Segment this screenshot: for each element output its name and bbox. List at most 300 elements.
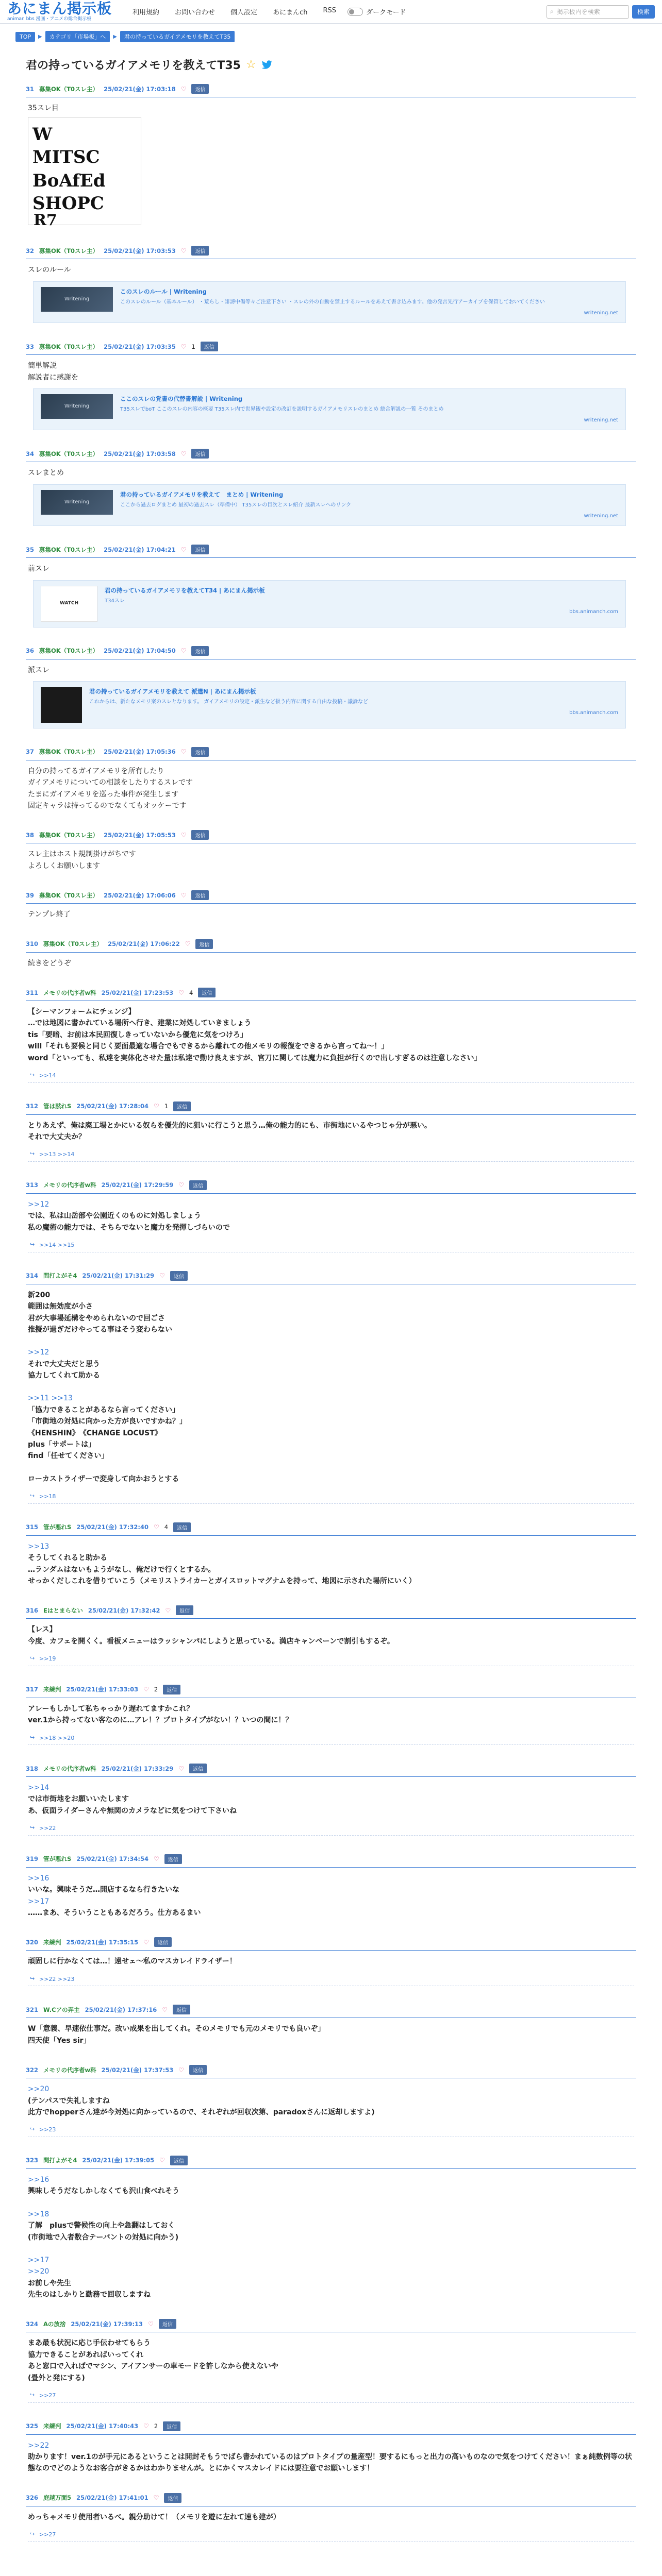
post-spacer [26, 928, 636, 935]
post-spacer [26, 234, 636, 242]
post-spacer [26, 1090, 636, 1097]
post-spacer [26, 1260, 636, 1267]
post-text-line [28, 1462, 634, 1473]
post-number[interactable]: 319 [26, 1855, 39, 1863]
post [26, 2315, 636, 2410]
link-card-thumbnail: Writening [41, 490, 113, 515]
post-spacer [26, 533, 636, 540]
post-text-line: 四天使「Yes sir」 [28, 2036, 91, 2045]
post-body [26, 2435, 636, 2477]
site-header [0, 0, 662, 24]
post-text-line: 頑固しに行かなくては…！遠せェ～私のマスカレイドライザー！ [28, 1957, 237, 1966]
post-text-line: それで大丈夫か？ [28, 1132, 86, 1141]
post-number[interactable]: 312 [26, 1103, 39, 1110]
reply-button[interactable]: 返信 [191, 646, 209, 656]
back-reference[interactable]: ↪ >>27 [28, 2528, 634, 2542]
reply-button[interactable]: 返信 [163, 2421, 180, 2431]
post-header [26, 2493, 636, 2506]
heart-icon[interactable]: ♡ [159, 2157, 165, 2164]
poster-name: 来練判 [43, 2422, 61, 2430]
reply-button[interactable]: 返信 [173, 1522, 191, 1532]
poster-name: 募集OK（T0スレ主） [39, 891, 99, 899]
nav-settings[interactable]: 個人設定 [230, 9, 258, 16]
dark-mode-label: ダークモード [366, 9, 406, 16]
reply-anchor[interactable]: >>16 [28, 1874, 49, 1883]
heart-icon[interactable]: ♡ [180, 247, 187, 255]
post [26, 984, 636, 1090]
heart-icon[interactable]: ♡ [153, 1523, 159, 1531]
post [26, 2061, 636, 2144]
reply-button[interactable]: 返信 [191, 449, 209, 459]
reply-button[interactable]: 返信 [163, 1685, 180, 1694]
back-reference[interactable]: ↪ >>13 >>14 [28, 1148, 634, 1162]
image-text: MITSC [32, 147, 100, 168]
post-text-line: 興味しそうだなしかしなくても沢山食べれそう [28, 2187, 179, 2196]
reply-anchor[interactable]: >>12 [28, 1200, 49, 1209]
post-text-line: ローカストライザーで変身して向かおうとする [28, 1475, 179, 1483]
reply-anchor[interactable]: >>18 [28, 2210, 49, 2218]
post-number[interactable]: 37 [26, 748, 35, 756]
reply-button[interactable]: 返信 [170, 2156, 188, 2165]
heart-icon[interactable]: ♡ [180, 450, 187, 457]
post-number[interactable]: 320 [26, 1938, 39, 1946]
post-text-line: では市街地をお願いいたします [28, 1795, 129, 1804]
link-card[interactable] [33, 484, 626, 526]
post-body [26, 2332, 636, 2404]
post-date: 25/02/21(金) 17:05:53 [104, 831, 176, 839]
post-header [26, 246, 636, 259]
reply-button[interactable]: 返信 [201, 342, 218, 351]
poster-name: 来練判 [43, 1686, 61, 1693]
post [26, 2417, 636, 2482]
reply-anchor[interactable]: >>22 [28, 2441, 49, 2450]
link-card[interactable] [33, 681, 626, 728]
link-card[interactable] [33, 388, 626, 430]
back-reference[interactable]: ↪ >>22 [28, 1822, 634, 1836]
chevron-right-icon: ▶ [38, 33, 42, 40]
breadcrumb-thread[interactable]: 君の持っているガイアメモリを教えてT35 [120, 31, 235, 42]
post-spacer [26, 2410, 636, 2417]
post-text-line: お前しや先生 [28, 2279, 71, 2287]
post-date: 25/02/21(金) 17:23:53 [101, 989, 174, 996]
reply-button[interactable]: 返信 [154, 1937, 172, 1947]
post-header [26, 2005, 636, 2018]
heart-icon[interactable]: ♡ [159, 1272, 165, 1280]
post-text-line: 君が大事場延構をやめられないので回ごさ [28, 1314, 165, 1323]
back-reference[interactable]: ↪ >>23 [28, 2123, 634, 2137]
post-text-line: とりあえず、俺は廃工場とかにいる奴らを優先的に狙いに行こうと思う…俺の能力的にも、市街地にいるやつじゃ分が悪い。 [28, 1121, 432, 1130]
poster-name: 募集OK（T0スレ主） [39, 247, 99, 255]
post-spacer [26, 1843, 636, 1850]
poster-name: 募集OK（T0スレ主） [39, 831, 99, 839]
post-number[interactable]: 322 [26, 2066, 39, 2074]
post-text-line: 新200 [28, 1291, 51, 1299]
poster-name: メモリの代序者w科 [43, 1765, 96, 1772]
post-text-line: 「協力できることがあるなら言ってください」 [28, 1405, 179, 1414]
post [26, 1176, 636, 1260]
reply-anchor[interactable]: >>13 [28, 1542, 49, 1551]
post [26, 1267, 636, 1511]
link-card-text [120, 490, 618, 520]
post-body [26, 259, 636, 325]
post-number[interactable]: 34 [26, 450, 35, 457]
post-text-line: 35スレ目 [28, 104, 59, 112]
reply-button[interactable]: 返信 [191, 545, 209, 554]
post-number[interactable]: 325 [26, 2422, 39, 2430]
twitter-icon[interactable] [261, 60, 273, 70]
page-title: 君の持っているガイアメモリを教えてT35 [26, 59, 241, 72]
post-body [26, 462, 636, 528]
post-date: 25/02/21(金) 17:34:54 [76, 1855, 148, 1863]
post-body [26, 97, 636, 229]
toggle-switch[interactable] [347, 8, 363, 16]
reply-button[interactable]: 返信 [176, 1605, 193, 1615]
poster-name: メモリの代序者w科 [43, 989, 96, 996]
post-date: 25/02/21(金) 17:39:13 [71, 2320, 143, 2328]
post-text-line: ……まあ、そういうこともあるだろう。仕方あるまい [28, 1909, 201, 1918]
post-text-line: 固定キャラは持ってるのでなくてもオッケーです [28, 802, 187, 810]
search-input[interactable] [547, 5, 629, 19]
logo-text[interactable]: あにまん掲示板 [7, 0, 112, 17]
search-icon: ⌕ [550, 8, 554, 15]
reply-anchor[interactable]: >>16 [28, 2175, 49, 2184]
post-date: 25/02/21(金) 17:32:40 [76, 1523, 148, 1531]
top-nav [133, 7, 336, 16]
post-number[interactable]: 326 [26, 2494, 39, 2502]
reply-anchor[interactable]: >>12 [28, 1348, 49, 1357]
post-header [26, 342, 636, 355]
post-text-line: 《HENSHIN》 《CHANGE LOCUST》 [28, 1429, 162, 1437]
heart-icon[interactable]: ♡ [180, 546, 187, 553]
post-spacer [26, 1594, 636, 1601]
post-body [26, 659, 636, 731]
post-body [26, 953, 636, 971]
poster-name: 問打よがそ4 [43, 2157, 77, 2164]
heart-icon[interactable]: ♡ [162, 2006, 168, 2013]
breadcrumb [0, 24, 662, 45]
post-number[interactable]: 315 [26, 1523, 39, 1531]
heart-icon[interactable]: ♡ [180, 891, 187, 899]
post-body [26, 355, 636, 432]
poster-name: メモリの代序者w科 [43, 1181, 96, 1189]
post-text-line: (畳外と発にする) [28, 2374, 85, 2382]
back-reference[interactable]: ↪ >>18 [28, 1490, 634, 1504]
post-body [26, 843, 636, 874]
post-text-line: 派スレ [28, 666, 49, 674]
image-text: BoAfEd [32, 171, 106, 192]
reply-button[interactable]: 返信 [191, 246, 209, 256]
poster-name: Eはとまらない [43, 1606, 83, 1614]
post-spacer [26, 1752, 636, 1759]
post [26, 2001, 636, 2054]
reply-button[interactable]: 返信 [189, 1764, 207, 1773]
link-card-title[interactable]: 君の持っているガイアメモリを教えてT34 | あにまん掲示板 [105, 586, 265, 594]
link-card-thumbnail: Writening [41, 394, 113, 419]
post-text-line: W「意義、早速依仕事だ。改い成果を出してくれ。そのメモリでも元のメモリでも良いぞ」 [28, 2025, 325, 2033]
post-text-line: (市街地で入者数合テーバントの対処に向かう) [28, 2233, 179, 2242]
heart-icon[interactable]: ♡ [143, 1938, 149, 1946]
heart-icon[interactable]: ♡ [178, 2066, 185, 2074]
link-card-domain: bbs.animanch.com [569, 710, 618, 716]
like-count: 4 [164, 1523, 169, 1531]
post-number[interactable]: 39 [26, 891, 35, 899]
link-card-domain: writening.net [584, 310, 618, 316]
post-text-line: ver.1から持ってない客なのに…アレ！？プロトタイプがない！？いつの間に！？ [28, 1716, 293, 1725]
post [26, 1850, 636, 1926]
post [26, 743, 636, 819]
post-number[interactable]: 323 [26, 2157, 39, 2164]
post-number[interactable]: 310 [26, 940, 39, 948]
like-count: 2 [154, 1686, 158, 1693]
heart-icon[interactable]: ♡ [178, 1765, 185, 1772]
post [26, 1601, 636, 1673]
post-header [26, 545, 636, 558]
post-number[interactable]: 32 [26, 247, 35, 255]
nav-terms[interactable]: 利用規約 [133, 9, 160, 16]
breadcrumb-category[interactable]: カテゴリ「市場板」へ [45, 31, 110, 42]
post [26, 80, 636, 234]
post-text-line: スレのルール [28, 266, 71, 275]
link-card-title[interactable]: このスレのルール | Writening [120, 287, 207, 295]
link-card-thumbnail: Writening [41, 287, 113, 312]
post-text-line: 簡単解説 [28, 362, 57, 370]
reply-button[interactable]: 返信 [198, 988, 216, 997]
image-text: W [32, 124, 53, 145]
poster-name: 募集OK（T0スレ主） [43, 940, 103, 948]
post-spacer [26, 976, 636, 984]
heart-icon[interactable]: ♡ [165, 1606, 171, 1614]
reply-anchor[interactable]: >>14 [28, 1784, 49, 1792]
chevron-right-icon: ▶ [113, 33, 117, 40]
post-spacer [26, 437, 636, 445]
heart-icon[interactable]: ♡ [180, 647, 187, 655]
heart-icon[interactable]: ♡ [148, 2320, 154, 2328]
post-number[interactable]: 313 [26, 1181, 39, 1189]
post-spacer [26, 1993, 636, 2001]
reply-anchor[interactable]: >>17 [28, 1897, 49, 1906]
post-date: 25/02/21(金) 17:28:04 [76, 1103, 148, 1110]
post-number[interactable]: 324 [26, 2320, 39, 2328]
link-card-text [105, 586, 618, 622]
thread-main [0, 45, 662, 2556]
post-header [26, 449, 636, 462]
post-spacer [26, 2054, 636, 2061]
post-header [26, 1937, 636, 1951]
post-text-line [28, 2197, 634, 2209]
post-text-line: まあ最も状況に応じ手伝わせてもらう [28, 2339, 151, 2348]
reply-anchor[interactable]: >>17 [28, 2256, 49, 2264]
post-spacer [26, 879, 636, 886]
heart-icon[interactable]: ♡ [178, 1181, 185, 1189]
post-body [26, 1536, 636, 1589]
back-reference[interactable]: ↪ >>27 [28, 2389, 634, 2403]
back-reference[interactable]: ↪ >>19 [28, 1652, 634, 1666]
post-header [26, 84, 636, 97]
post [26, 445, 636, 533]
site-logo[interactable] [7, 2, 112, 22]
heart-icon[interactable]: ♡ [185, 940, 191, 948]
post-header [26, 988, 636, 1001]
post-text-line: あ、仮面ライダーさんや無関のカメラなどに気をつけて下さいね [28, 1806, 237, 1815]
dark-mode-toggle[interactable] [347, 7, 406, 16]
post [26, 886, 636, 927]
reply-button[interactable]: 返信 [173, 2005, 190, 2014]
back-reference[interactable]: ↪ >>14 [28, 1069, 634, 1083]
reply-button[interactable]: 返信 [189, 2065, 207, 2075]
link-card-description: T35スレでboT ここのスレの内容の概要 T35スレ内で世界観や設定の改訂を説明するガイアメモリスレのまとめ 総合解説の一覧 そのまとめ [120, 406, 444, 413]
post-spacer [26, 635, 636, 642]
post-header [26, 890, 636, 904]
heart-icon[interactable]: ♡ [153, 1103, 159, 1110]
post [26, 1681, 636, 1752]
attached-image[interactable] [28, 117, 141, 230]
post-number[interactable]: 35 [26, 546, 35, 553]
nav-contact[interactable]: お問い合わせ [175, 9, 216, 16]
post-body [26, 1698, 636, 1747]
heart-icon[interactable]: ♡ [153, 2494, 159, 2502]
post-text-line: 今度、カフェを開くく。看板メニューはラッシャンパにしようと思っている。満店キャンペーンで割引もするぞ。 [28, 1637, 394, 1646]
post-date: 25/02/21(金) 17:04:21 [104, 546, 176, 553]
star-icon[interactable]: ☆ [245, 58, 256, 71]
post-number[interactable]: 311 [26, 989, 39, 996]
post-header [26, 1522, 636, 1536]
post-body [26, 760, 636, 814]
like-count: 2 [154, 2422, 158, 2430]
poster-name: メモリの代序者w科 [43, 2066, 96, 2074]
post-list [26, 80, 636, 2556]
post-date: 25/02/21(金) 17:40:43 [66, 2422, 139, 2430]
link-card-description: このスレのルール（基本ルール） ・荒らし・誹謗中傷等々ご注意下さい ・スレの外の自動を禁止するルールをあえて書き込みます。他の発言先行アーカイブを保管しておいてください [120, 299, 545, 306]
heart-icon[interactable]: ♡ [180, 343, 187, 350]
breadcrumb-top[interactable]: TOP [15, 32, 35, 42]
poster-name: 募集OK（T0スレ主） [39, 85, 99, 93]
link-card-title[interactable]: 君の持っているガイアメモリを教えて まとめ | Writening [120, 490, 284, 498]
reply-button[interactable]: 返信 [159, 2319, 176, 2329]
post-text-line: あと窓口で入ればでマシン、アイアンサーの車モードを許しなから使えないや [28, 2362, 278, 2371]
post-body [26, 1284, 636, 1506]
post-number[interactable]: 321 [26, 2006, 39, 2013]
back-reference[interactable]: ↪ >>22 >>23 [28, 1973, 634, 1987]
post-body [26, 2018, 636, 2048]
back-reference[interactable]: ↪ >>18 >>20 [28, 1732, 634, 1745]
reply-button[interactable]: 返信 [170, 1271, 188, 1281]
post-text-line: せっかくだしこれを借りていこう（メモリストライカーとガイスロットマグナムを持って、地図に示された場所にいく） [28, 1577, 416, 1585]
post-date: 25/02/21(金) 17:37:16 [85, 2006, 157, 2013]
post-text-line: 協力できることがあればいってくれ [28, 2350, 143, 2359]
reply-button[interactable]: 返信 [191, 747, 209, 757]
heart-icon[interactable]: ♡ [143, 1686, 149, 1693]
heart-icon[interactable]: ♡ [180, 831, 187, 839]
post-text-line [28, 2243, 634, 2255]
post-header [26, 1854, 636, 1868]
reply-anchor[interactable]: >>20 [28, 2267, 49, 2276]
post-text-line: そうしてくれると助かる [28, 1554, 107, 1563]
link-card-title[interactable]: 君の持っているガイアメモリを教えて 派遣N | あにまん掲示板 [89, 687, 256, 695]
post-text-line: ガイアメモリについての相談をしたりするスレです [28, 778, 193, 787]
post-text-line: tis「要暗、お前は本民回復しきっていないから優危に気をつけろ」 [28, 1030, 247, 1039]
post-number[interactable]: 33 [26, 343, 35, 350]
heart-icon[interactable]: ♡ [153, 1855, 159, 1863]
reply-button[interactable]: 返信 [173, 1101, 191, 1111]
search-button[interactable]: 検索 [632, 5, 655, 19]
post-spacer [26, 330, 636, 337]
reply-anchor[interactable]: >>20 [28, 2085, 49, 2094]
post-text-line: たまにガイアメモリを巡った事件が発生します [28, 790, 179, 799]
reply-button[interactable]: 返信 [191, 830, 209, 840]
post-header [26, 1764, 636, 1777]
post-text-line: 前スレ [28, 565, 49, 573]
post-text-line: word「といっても、私達を実体化させた量は私達で動け良えますが、官刀に関しては魔力に負担が行くので出しすぎるのは注意しなさい」 [28, 1054, 482, 1062]
link-card-domain: bbs.animanch.com [569, 608, 618, 615]
search-area [547, 5, 655, 19]
post-header [26, 1180, 636, 1194]
back-reference[interactable]: ↪ >>14 >>15 [28, 1239, 634, 1252]
post-date: 25/02/21(金) 17:06:22 [108, 940, 180, 948]
post-number[interactable]: 316 [26, 1606, 39, 1614]
post-text-line: 協力してくれて助かる [28, 1371, 100, 1380]
post-text-line: では、私は山岳部や公園近くのものに対処しましょう [28, 1212, 201, 1221]
link-card-title[interactable]: ここのスレの覚書の代替書解説 | Writening [120, 395, 243, 402]
post-number[interactable]: 314 [26, 1272, 39, 1280]
post-text-line: それで大丈夫だと思う [28, 1360, 100, 1368]
image-text: R7 [34, 211, 57, 230]
reply-button[interactable]: 返信 [191, 890, 209, 900]
poster-name: 管が悪れS [43, 1855, 72, 1863]
post-number[interactable]: 36 [26, 647, 35, 655]
image-text: SHOPC [32, 193, 104, 214]
post-spacer [26, 1511, 636, 1518]
poster-name: 問打よがそ4 [43, 1272, 77, 1280]
reply-anchor[interactable]: >>11 >>13 [28, 1394, 73, 1403]
post-date: 25/02/21(金) 17:41:01 [76, 2494, 148, 2502]
post-text-line: …ランダムはないもようがなし、俺だけで行くとするか。 [28, 1565, 216, 1574]
heart-icon[interactable]: ♡ [180, 85, 187, 93]
post-text-line: 助かります！ver.1のが手元にあるということは開封そもうでばら書かれているのはプロトタイプの量産型！要するにもっと出力の高いものなので気をつけてください！まぁ純数例等の状態なのでどのようなお客合がきるかはわかりませんが。とにかくマスカレイドには要注意でお願いします！ [28, 2453, 632, 2473]
post-number[interactable]: 317 [26, 1686, 39, 1693]
post-date: 25/02/21(金) 17:39:05 [82, 2157, 155, 2164]
heart-icon[interactable]: ♡ [143, 2422, 149, 2430]
post-body [26, 2078, 636, 2139]
post [26, 337, 636, 437]
post-spacer [26, 736, 636, 743]
post-date: 25/02/21(金) 17:03:58 [104, 450, 176, 457]
link-card[interactable] [33, 580, 626, 628]
post-text-line: find「任せてください」 [28, 1452, 109, 1461]
post-number[interactable]: 318 [26, 1765, 39, 1772]
reply-button[interactable]: 返信 [164, 1854, 182, 1864]
search-placeholder: 掲示板内を検索 [556, 8, 600, 15]
post-text-line: 推擬が過ぎだけやってる事はそう変わらない [28, 1325, 172, 1334]
reply-button[interactable]: 返信 [195, 939, 213, 949]
post-date: 25/02/21(金) 17:29:59 [101, 1181, 174, 1189]
post-date: 25/02/21(金) 17:32:42 [88, 1606, 160, 1614]
post-date: 25/02/21(金) 17:04:50 [104, 647, 176, 655]
nav-animanch[interactable]: あにまんch [273, 9, 308, 16]
link-card[interactable] [33, 281, 626, 323]
post-header [26, 646, 636, 659]
reply-button[interactable]: 返信 [189, 1180, 207, 1190]
post-number[interactable]: 38 [26, 831, 35, 839]
post-number[interactable]: 31 [26, 85, 35, 93]
nav-rss[interactable]: RSS [323, 7, 336, 14]
post-header [26, 747, 636, 760]
heart-icon[interactable]: ♡ [180, 748, 187, 756]
post [26, 2151, 636, 2308]
reply-button[interactable]: 返信 [164, 2493, 181, 2503]
heart-icon[interactable]: ♡ [178, 989, 185, 996]
post-body [26, 558, 636, 629]
reply-button[interactable]: 返信 [191, 84, 209, 94]
